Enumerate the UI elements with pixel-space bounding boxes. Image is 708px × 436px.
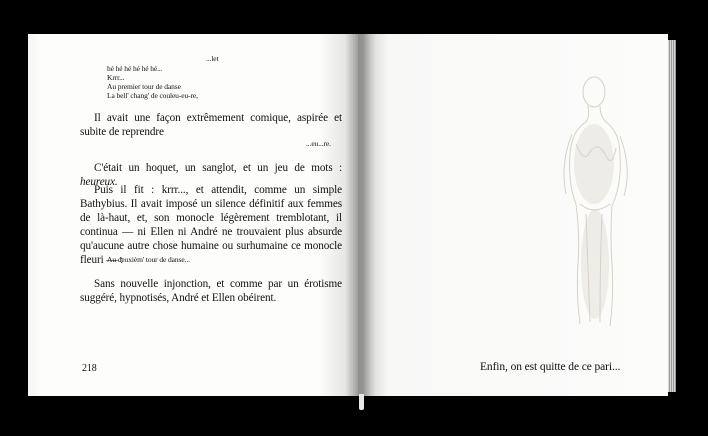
word-heureux: heureux. [80, 176, 118, 188]
bookmark-ribbon [359, 394, 364, 410]
paragraph-bathybius: Puis il fit : krrr..., et attendit, comme un simple Bathybius. Il avait imposé un silence définitif aux femmes de là-haut, et, son monocle légèrement tremblotant, il continua — ni Ellen ni André ne trouvaient plus absurde qu'aucune autre chose humaine ou surhumaine ce monocle fleuri — : [80, 184, 342, 266]
verse-line: Au premier tour de danse [107, 82, 181, 91]
paragraph-injonction: Sans nouvelle injonction, et comme par un érotisme suggéré, hypnotisés, André et Ellen obéirent. [80, 278, 342, 304]
verse-line: La bell' chang' de couleu-eu-re, [107, 91, 198, 100]
sketch-illustration [550, 44, 640, 344]
verse-line: Krrr... [107, 73, 125, 82]
verse-deuxieme-tour: Au deuxièm' tour de danse... [107, 255, 190, 264]
paragraph-comique: Il avait une façon extrêmement comique, aspirée et subite de reprendre [80, 112, 342, 138]
page-caption: Enfin, on est quitte de ce pari... [480, 361, 621, 373]
verse-line: hé hé hé hé hé hé... [107, 64, 163, 73]
verse-fragment-let: ...let [206, 54, 219, 63]
paragraph-hoquet-text: C'était un hoquet, un sanglot, et un jeu de mots : [94, 162, 342, 174]
verse-fragment-eure: ...eu...re. [306, 139, 331, 148]
book-gutter [346, 34, 376, 396]
page-number: 218 [82, 363, 97, 374]
verse-block [107, 64, 257, 100]
